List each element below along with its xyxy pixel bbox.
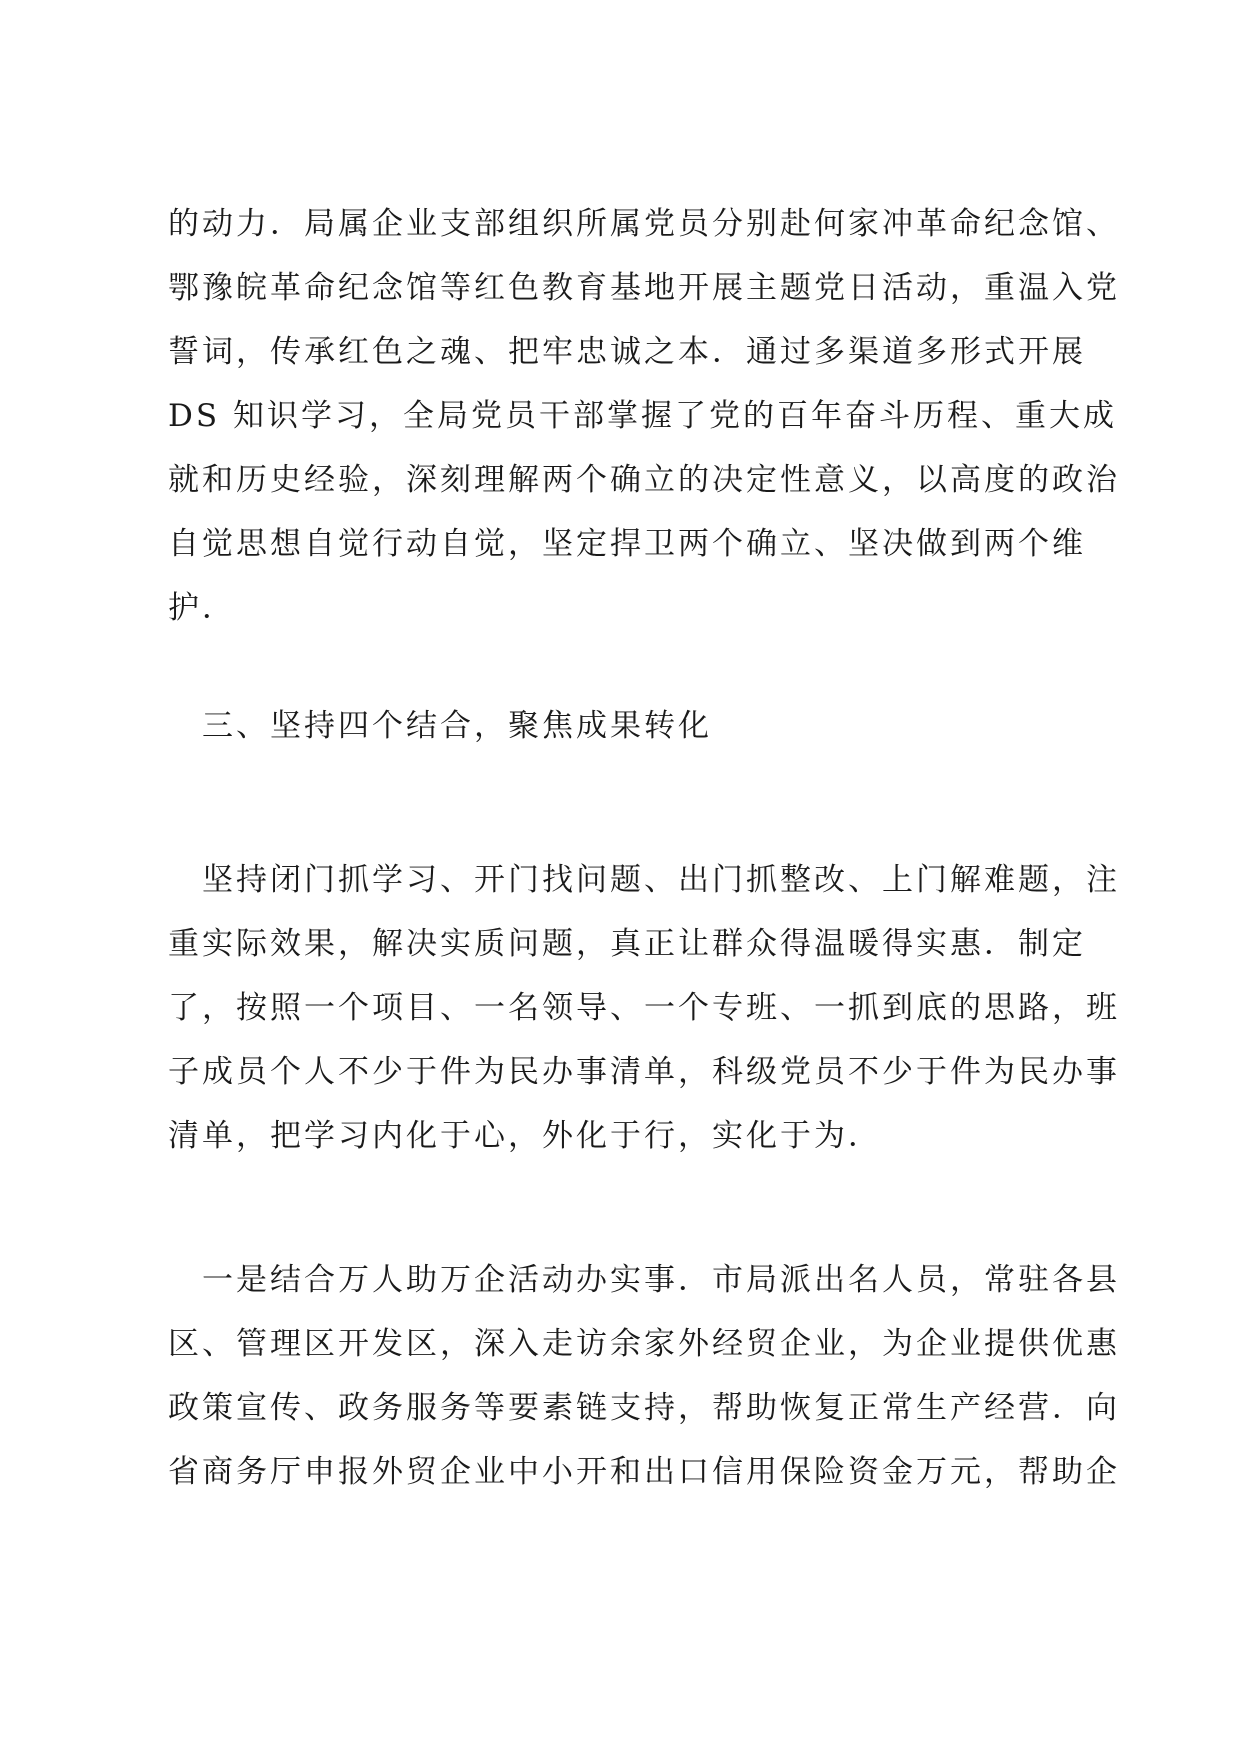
text-line: 省商务厅申报外贸企业中小开和出口信用保险资金万元，帮助企	[168, 1454, 1120, 1490]
text-line: 护．	[168, 590, 236, 626]
text-line: 誓词，传承红色之魂、把牢忠诚之本．通过多渠道多形式开展	[168, 334, 1086, 370]
text-line: 自觉思想自觉行动自觉，坚定捍卫两个确立、坚决做到两个维	[168, 526, 1086, 562]
text-line: 鄂豫皖革命纪念馆等红色教育基地开展主题党日活动，重温入党	[168, 270, 1120, 306]
text-line: 政策宣传、政务服务等要素链支持，帮助恢复正常生产经营．向	[168, 1390, 1120, 1426]
paragraph-continuation	[168, 192, 1120, 640]
text-line: 了，按照一个项目、一名领导、一个专班、一抓到底的思路，班	[168, 990, 1120, 1026]
paragraph	[168, 848, 1120, 1168]
text-line: 坚持闭门抓学习、开门找问题、出门抓整改、上门解难题，注	[202, 862, 1120, 898]
text-line: DS 知识学习，全局党员干部掌握了党的百年奋斗历程、重大成	[168, 398, 1117, 434]
text-line: 一是结合万人助万企活动办实事．市局派出名人员，常驻各县	[202, 1262, 1120, 1298]
text-line: 的动力．局属企业支部组织所属党员分别赴何家冲革命纪念馆、	[168, 206, 1120, 242]
text-line: 清单，把学习内化于心，外化于行，实化于为．	[168, 1118, 882, 1154]
text-line: 就和历史经验，深刻理解两个确立的决定性意义，以高度的政治	[168, 462, 1120, 498]
section-3-heading: 三、坚持四个结合，聚焦成果转化	[202, 708, 712, 744]
text-line: 重实际效果，解决实质问题，真正让群众得温暖得实惠．制定	[168, 926, 1086, 962]
text-line: 区、管理区开发区，深入走访余家外经贸企业，为企业提供优惠	[168, 1326, 1120, 1362]
text-line: 子成员个人不少于件为民办事清单，科级党员不少于件为民办事	[168, 1054, 1120, 1090]
paragraph	[168, 1248, 1120, 1504]
section-heading	[168, 694, 1098, 758]
